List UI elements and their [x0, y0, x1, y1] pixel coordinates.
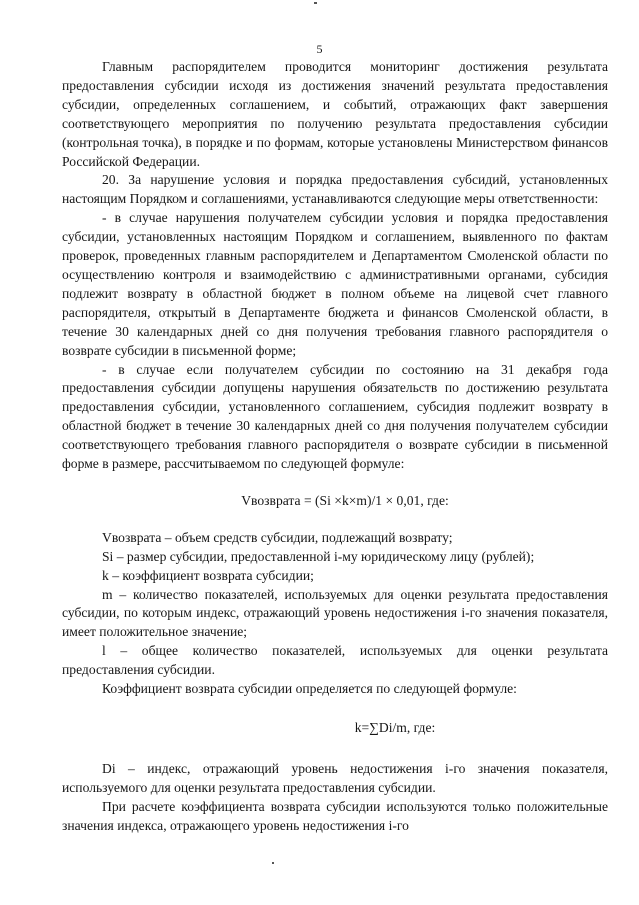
- paragraph-item-20: 20. За нарушение условия и порядка предоставления субсидий, установленных настоящим Порядком и соглашениями, устанавливаются следующие меры ответственности:: [62, 172, 608, 207]
- formula-refund-volume: Vвозврата = (Si ×k×m)/1 × 0,01, где:: [241, 492, 449, 508]
- paragraph-violation-conditions: - в случае нарушения получателем субсидии условия и порядка предоставления субсидии, установленных настоящим Порядком и соглашением, выявленного по фактам проверок, проведенных главным распорядителем и Департаментом Смоленской области по осуществлению контроля и взаимодействию с административными органами, субсидия подлежит возврату в областной бюджет в полном объеме на лицевой счет главного распорядителя, открытый в Департаменте бюджета и финансов Смоленской области, в течение 30 календарных дней со дня получения требования главного распорядителя о возврате субсидии в письменной форме;: [62, 210, 608, 358]
- definition-si: Si – размер субсидии, предоставленной i-му юридическому лицу (рублей);: [102, 548, 535, 564]
- page-number: 5: [316, 42, 323, 56]
- paragraph-coefficient-intro: Коэффициент возврата субсидии определяется по следующей формуле:: [102, 681, 517, 697]
- definition-k: k – коэффициент возврата субсидии;: [102, 567, 314, 583]
- definition-di: Di – индекс, отражающий уровень недостижения i-го значения показателя, используемого для оценки результата предоставления субсидии.: [62, 760, 608, 795]
- paragraph-monitoring: Главным распорядителем проводится мониторинг достижения результата предоставления субсидии исходя из достижения значений результата предоставления субсидии, определенных соглашением, и событий, отражающих факт завершения соответствующего мероприятия по получению результата предоставления субсидии (контрольная точка), в порядке и по формам, которые установлены Министерством финансов Российской Федерации.: [62, 59, 608, 169]
- definition-m: m – количество показателей, используемых для оценки результата предоставления субсидии, по которым индекс, отражающий уровень недостижения i-го значения показателя, имеет положительное значение;: [62, 586, 608, 640]
- definition-l: l – общее количество показателей, используемых для оценки результата предоставления субсидии.: [62, 643, 608, 678]
- formula-coefficient: k=∑Di/m, где:: [354, 720, 436, 735]
- document-body: [62, 58, 608, 836]
- scan-speck: [314, 2, 317, 4]
- paragraph-last: При расчете коэффициента возврата субсидии используются только положительные значения индекса, отражающего уровень недостижения i-го: [62, 798, 608, 833]
- paragraph-violation-obligations: - в случае если получателем субсидии по состоянию на 31 декабря года предоставления субсидии допущены нарушения обязательств по достижению результата предоставления субсидии, установленного соглашением, субсидия подлежит возврату в областной бюджет в течение 30 календарных дней со дня получения получателем субсидии соответствующего требования главного распорядителя о возврате субсидии в письменной форме в размере, рассчитываемом по следующей формуле:: [62, 361, 608, 472]
- definition-v-refund: Vвозврата – объем средств субсидии, подлежащий возврату;: [102, 529, 453, 545]
- scan-speck: [272, 862, 274, 864]
